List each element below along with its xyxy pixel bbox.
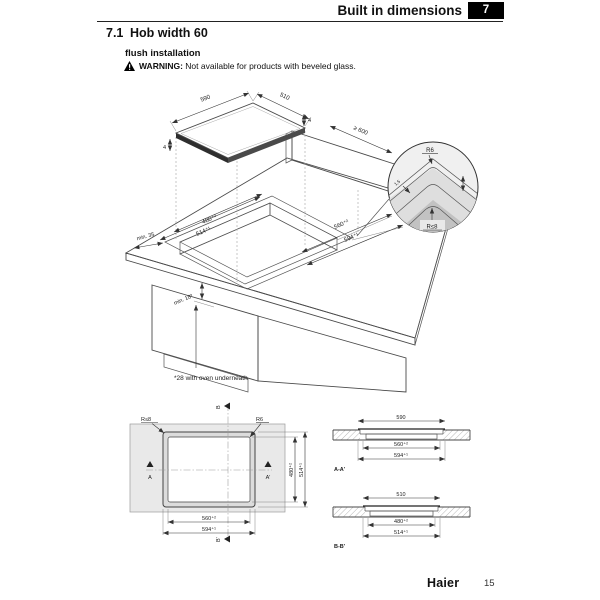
edge-clearance-label: min. 35 xyxy=(136,231,156,243)
section-aa-inner-label: 560⁺² xyxy=(394,442,408,448)
plan-radius-cutout-label: R≤8 xyxy=(141,417,152,423)
plan-radius-glass-label: R6 xyxy=(256,417,264,423)
footnote-text: *28 with oven underneath xyxy=(174,375,248,382)
plan-depth-inner-label: 480⁺² xyxy=(289,463,295,477)
glass-right-label: 4 xyxy=(308,118,312,124)
dim-worktop-depth xyxy=(330,125,392,153)
detail-gap-label: 1,5 xyxy=(393,178,402,187)
page-number: 15 xyxy=(484,578,495,589)
section-subtitle: flush installation xyxy=(125,48,201,59)
isometric-diagram xyxy=(126,91,486,392)
cutout-width-outer-label: 594⁺¹ xyxy=(343,232,360,244)
footnote-group xyxy=(174,305,248,382)
section-title: Hob width 60 xyxy=(130,26,208,40)
page-title: Built in dimensions xyxy=(337,3,462,18)
glass-left-label: 4 xyxy=(162,145,166,151)
projection-lines xyxy=(176,131,358,282)
plan-width-inner-label: 560⁺² xyxy=(202,516,216,522)
section-aa-outer-label: 594⁺¹ xyxy=(394,453,408,459)
brand-logo: Haier xyxy=(427,576,460,590)
section-aa-hob-label: 590 xyxy=(396,415,406,421)
section-bb xyxy=(333,492,470,550)
section-aa-label: A-A' xyxy=(334,467,346,473)
worktop-depth-label: ≥ 600 xyxy=(352,125,369,137)
plan-mark-a: A xyxy=(148,475,152,481)
plan-mark-b: B xyxy=(216,405,222,409)
section-aa xyxy=(333,415,470,473)
plan-mark-a-prime: A' xyxy=(265,475,271,481)
chapter-badge: 7 xyxy=(468,2,504,19)
dim-cutout-left xyxy=(160,194,262,240)
warning-label: WARNING: xyxy=(139,61,183,71)
plan-depth-outer-label: 514⁺¹ xyxy=(299,463,305,477)
warning-text: Not available for products with beveled glass. xyxy=(185,61,356,71)
plan-view xyxy=(130,403,308,543)
cutout-width-inner-label: 560⁺² xyxy=(333,219,350,231)
dim-glass-left xyxy=(163,139,170,151)
detail-radius-cutout-label: R≤8 xyxy=(426,224,438,231)
dim-hob-depth xyxy=(253,92,311,126)
section-bb-hob-label: 510 xyxy=(396,492,406,498)
detail-radius-glass-label: R6 xyxy=(426,148,434,154)
cutout-depth-inner-label: 480⁺² xyxy=(201,214,218,226)
dim-clearance-below xyxy=(173,283,214,307)
dim-glass-right xyxy=(304,114,311,126)
plan-mark-b-prime: B' xyxy=(216,537,222,542)
cutout-depth-outer-label: 514⁺¹ xyxy=(195,226,212,238)
hob-depth-label: 510 xyxy=(278,92,291,102)
section-bb-label: B-B' xyxy=(334,544,346,550)
section-bb-inner-label: 480⁺² xyxy=(394,519,408,525)
section-bb-outer-label: 514⁺¹ xyxy=(394,530,408,536)
section-number: 7.1 xyxy=(106,26,124,40)
plan-width-outer-label: 594⁺¹ xyxy=(202,527,216,533)
clearance-below-label: min. 18* xyxy=(173,293,195,307)
hob-width-label: 590 xyxy=(199,94,212,104)
